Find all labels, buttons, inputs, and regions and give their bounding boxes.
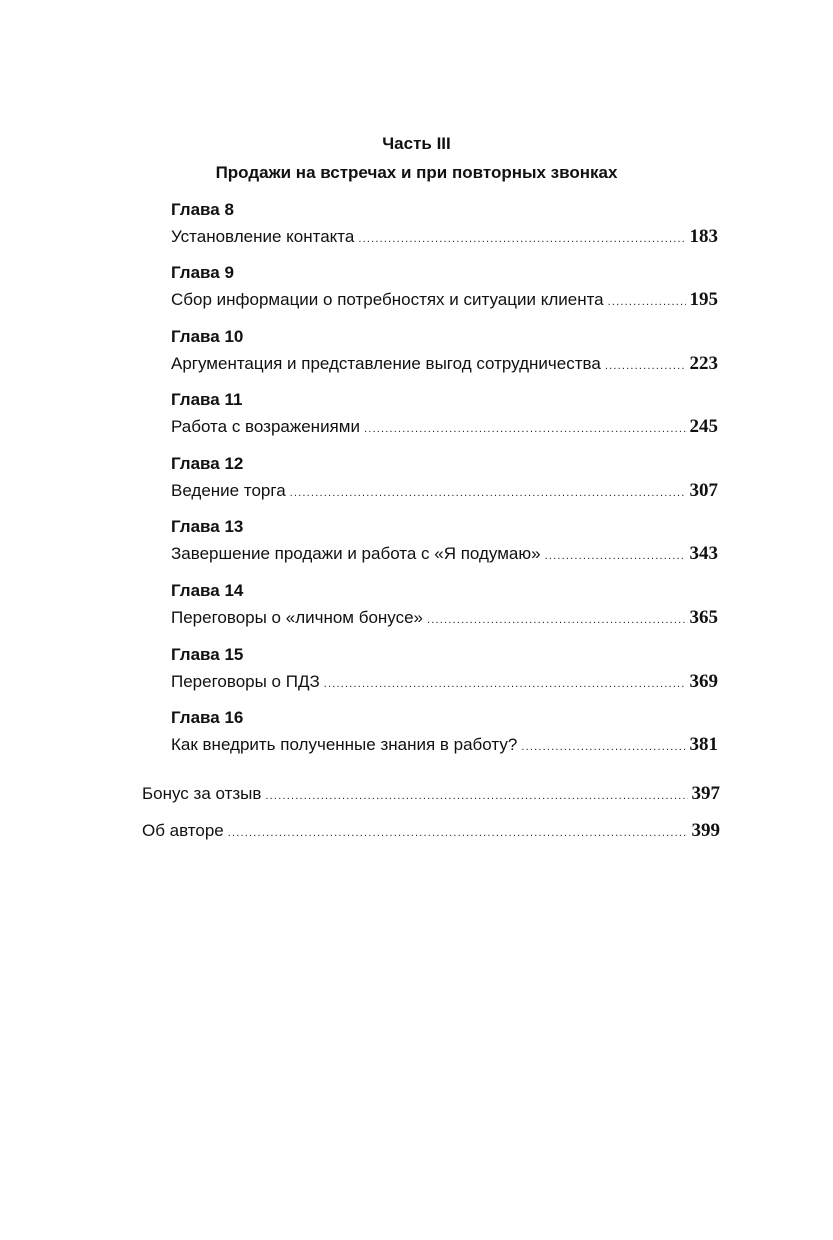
toc-page-number: 245 [689, 416, 718, 437]
chapter-label: Глава 15 [171, 645, 244, 664]
toc-chapter-12 [171, 454, 718, 504]
toc-page-number: 183 [689, 226, 718, 247]
dot-leader [364, 418, 686, 440]
toc-chapter-14 [171, 581, 718, 631]
toc-entry-title: Сбор информации о потребностях и ситуации клиента [171, 290, 604, 309]
toc-entry[interactable] [171, 734, 718, 758]
toc-page-number: 369 [689, 671, 718, 692]
chapter-label: Глава 11 [171, 390, 243, 409]
part-label: Часть III [382, 134, 451, 153]
chapter-label: Глава 12 [171, 454, 244, 473]
chapter-label: Глава 10 [171, 327, 244, 346]
toc-chapter-9 [171, 263, 718, 313]
chapter-label: Глава 14 [171, 581, 244, 600]
dot-leader [608, 291, 686, 313]
toc-chapter-16 [171, 708, 718, 758]
toc-entry[interactable] [171, 607, 718, 631]
chapter-label: Глава 13 [171, 517, 244, 536]
toc-entry[interactable] [171, 543, 718, 567]
toc-entry[interactable] [171, 671, 718, 695]
toc-page-number: 195 [689, 289, 718, 310]
toc-entry-title: Об авторе [142, 821, 224, 840]
dot-leader [228, 822, 688, 844]
toc-entry-title: Как внедрить полученные знания в работу? [171, 735, 518, 754]
dot-leader [605, 355, 686, 377]
toc-entry-title: Переговоры о «личном бонусе» [171, 608, 424, 627]
toc-entry[interactable] [171, 289, 718, 313]
chapter-label: Глава 9 [171, 263, 234, 282]
toc-entry[interactable] [171, 480, 718, 504]
toc-chapter-10 [171, 327, 718, 377]
dot-leader [427, 609, 685, 631]
toc-page-number: 399 [691, 820, 720, 841]
toc-bonus-entry [142, 783, 720, 807]
toc-page-number: 223 [689, 353, 718, 374]
dot-leader [545, 545, 686, 567]
toc-entry-title: Аргументация и представление выгод сотрудничества [171, 354, 601, 373]
toc-entry-title: Завершение продажи и работа с «Я подумаю» [171, 544, 541, 563]
toc-chapter-11 [171, 390, 718, 440]
toc-entry[interactable] [142, 820, 720, 844]
part-title: Продажи на встречах и при повторных звонках [215, 163, 618, 182]
toc-chapter-15 [171, 645, 718, 695]
toc-page-number: 381 [689, 734, 718, 755]
chapter-label: Глава 16 [171, 708, 244, 727]
dot-leader [358, 228, 685, 250]
toc-author-entry [142, 820, 720, 844]
toc-page-number: 343 [689, 543, 718, 564]
dot-leader [521, 736, 685, 758]
toc-entry[interactable] [171, 226, 718, 250]
toc-entry-title: Ведение торга [171, 481, 286, 500]
dot-leader [290, 482, 686, 504]
chapter-label: Глава 8 [171, 200, 234, 219]
toc-entry-title: Работа с возражениями [171, 417, 360, 436]
toc-page-number: 365 [689, 607, 718, 628]
toc-chapter-13 [171, 517, 718, 567]
toc-entry[interactable] [142, 783, 720, 807]
toc-entry-title: Переговоры о ПДЗ [171, 672, 320, 691]
toc-entry-title: Установление контакта [171, 227, 355, 246]
dot-leader [324, 673, 686, 695]
toc-page-number: 307 [689, 480, 718, 501]
dot-leader [265, 785, 687, 807]
toc-entry-title: Бонус за отзыв [142, 784, 262, 803]
toc-page-number: 397 [691, 783, 720, 804]
toc-entry[interactable] [171, 353, 718, 377]
toc-chapter-8 [171, 200, 718, 250]
toc-entry[interactable] [171, 416, 718, 440]
